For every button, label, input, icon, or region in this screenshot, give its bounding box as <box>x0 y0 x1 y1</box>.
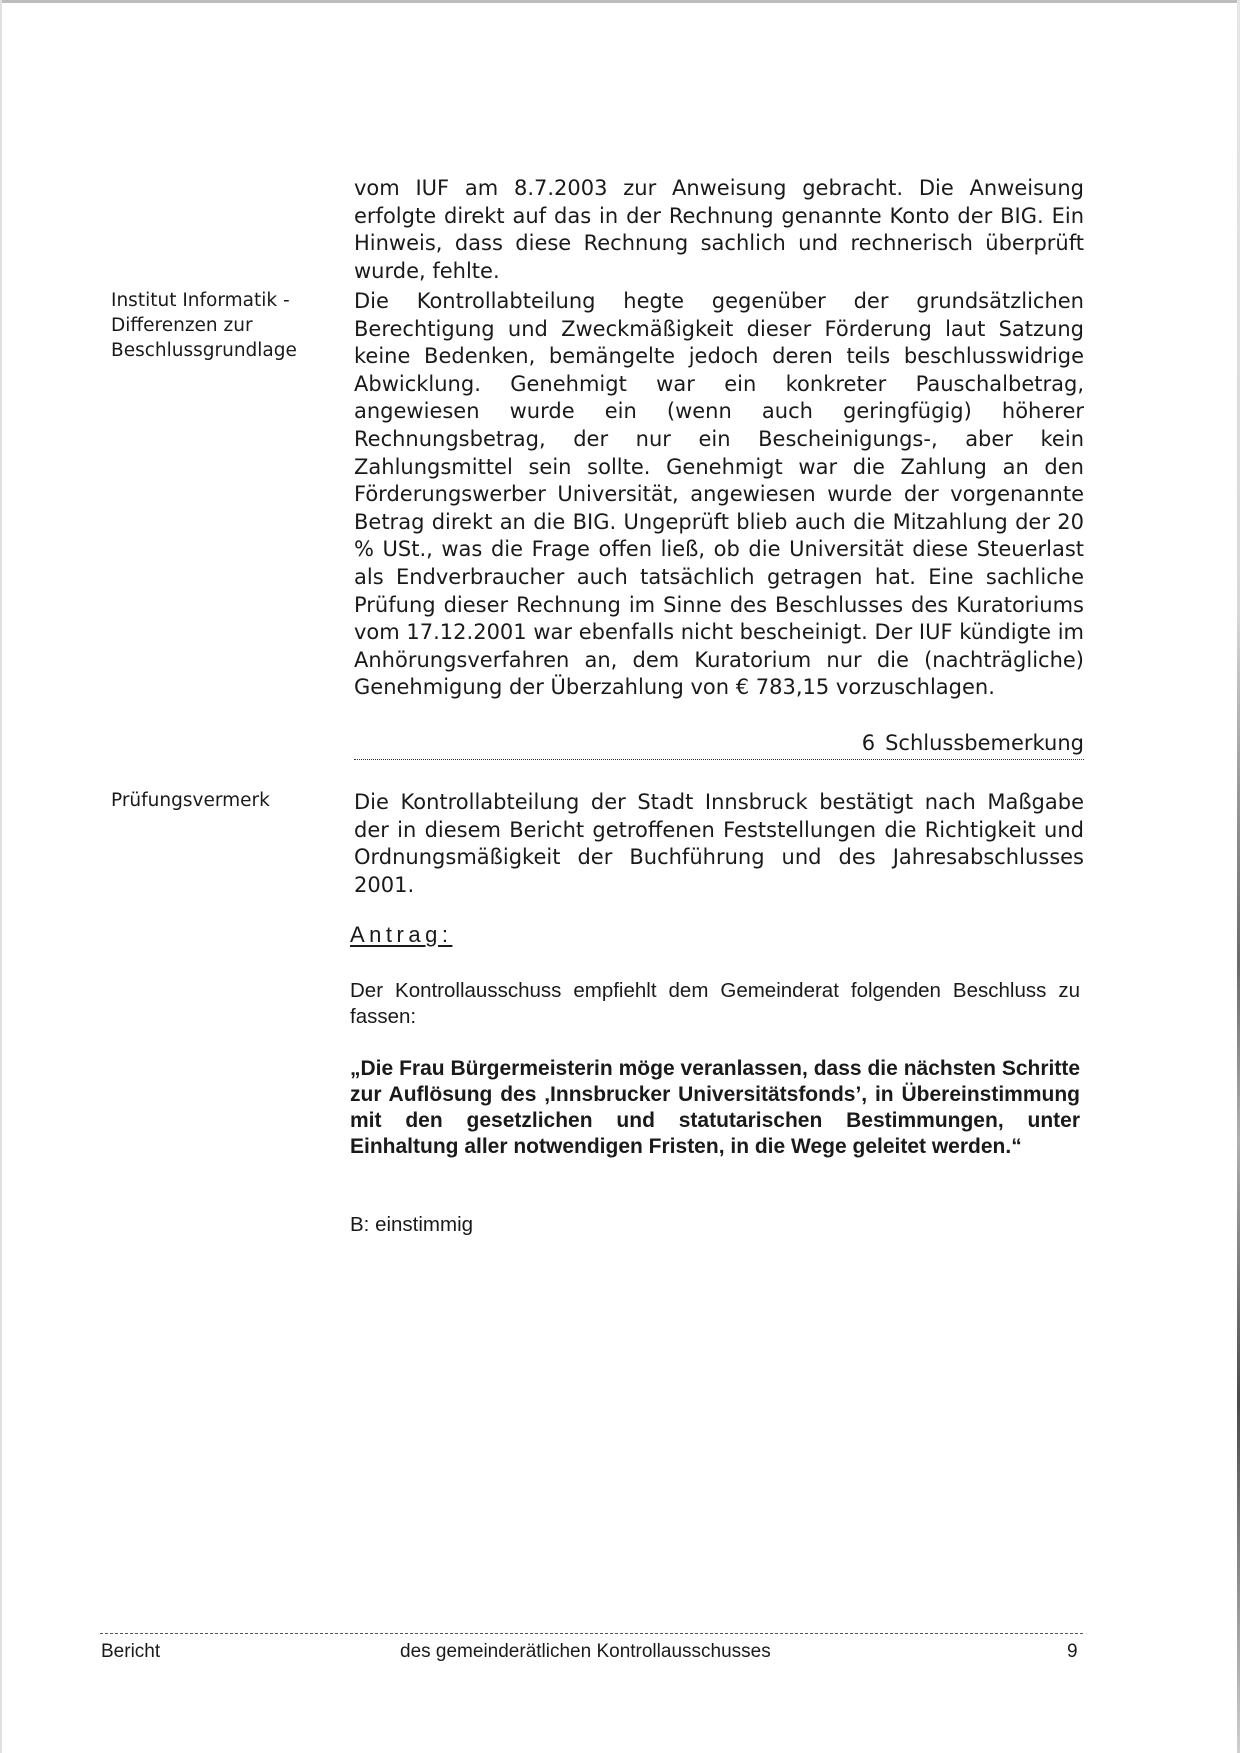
antrag-heading: Antrag: <box>350 922 453 947</box>
institut-paragraph: Die Kontrollabteilung hegte gegenüber der grundsätzlichen Berechtigung und Zweckmäßigkeit dieser Förderung laut Satzung keine Bedenken, bemängelte jedoch deren teils beschlusswidrige Abwicklung. Genehmigt war ein konkreter Pauschalbetrag, angewiesen wurde ein (wenn auch geringfügig) höherer Rechnungsbetrag, der nur ein Bescheinigungs-, aber kein Zahlungsmittel sein sollte. Genehmigt war die Zahlung an den Förderungswerber Universität, angewiesen wurde der vorgenannte Betrag direkt an die BIG. Ungeprüft blieb auch die Mitzahlung der 20 % USt., was die Frage offen ließ, ob die Universität diese Steuerlast als Endverbraucher auch tatsächlich getragen hat. Eine sachliche Prüfung dieser Rechnung im Sinne des Beschlusses des Kuratoriums vom 17.12.2001 war ebenfalls nicht bescheinigt. Der IUF kündigte im Anhörungsverfahren an, dem Kuratorium nur die (nachträgliche) Genehmigung der Überzahlung von € 783,15 vorzuschlagen. <box>354 289 1084 700</box>
page-number: 9 <box>1067 1641 1078 1662</box>
footer-divider <box>100 1633 1083 1634</box>
scan-edge-left <box>0 0 2 1753</box>
scan-edge-top <box>0 0 1240 3</box>
footer-center: des gemeinderätlichen Kontrollausschusses <box>400 1641 771 1662</box>
margin-label-line: Institut Informatik - <box>111 290 290 311</box>
antrag-intro: Der Kontrollausschuss empfiehlt dem Gemeinderat folgenden Beschluss zu fassen: <box>350 979 1080 1028</box>
continuation-paragraph: vom IUF am 8.7.2003 zur Anweisung gebracht. Die Anweisung erfolgte direkt auf das in der Rechnung genannte Konto der BIG. Ein Hinweis, dass diese Rechnung sachlich und rechnerisch überprüft wurde, fehlte. <box>354 176 1084 283</box>
margin-label-line: Beschlussgrundlage <box>111 340 297 361</box>
margin-label-pruefung: Prüfungsvermerk <box>111 790 270 811</box>
margin-label-line: Differenzen zur <box>111 315 253 336</box>
pruefung-paragraph: Die Kontrollabteilung der Stadt Innsbruck bestätigt nach Maßgabe der in diesem Bericht getroffenen Feststellungen die Richtigkeit und Ordnungsmäßigkeit der Buchführung und des Jahresabschlusses 2001. <box>354 790 1084 897</box>
antrag-quote: „Die Frau Bürgermeisterin möge veranlassen, dass die nächsten Schritte zur Auflösung des ‚Innsbrucker Universitätsfonds’, in Übereinstimmung mit den gesetzlichen und statutarischen Bestimmungen, unter Einhaltung aller notwendigen Fristen, in die Wege geleitet werden.“ <box>350 1057 1080 1158</box>
footer-left: Bericht <box>101 1641 161 1662</box>
section-number: 6 <box>861 731 876 755</box>
section-heading <box>354 729 1084 760</box>
margin-label-institut <box>111 288 321 363</box>
section-title: Schlussbemerkung <box>885 731 1084 755</box>
beschluss-result: B: einstimmig <box>350 1213 474 1236</box>
